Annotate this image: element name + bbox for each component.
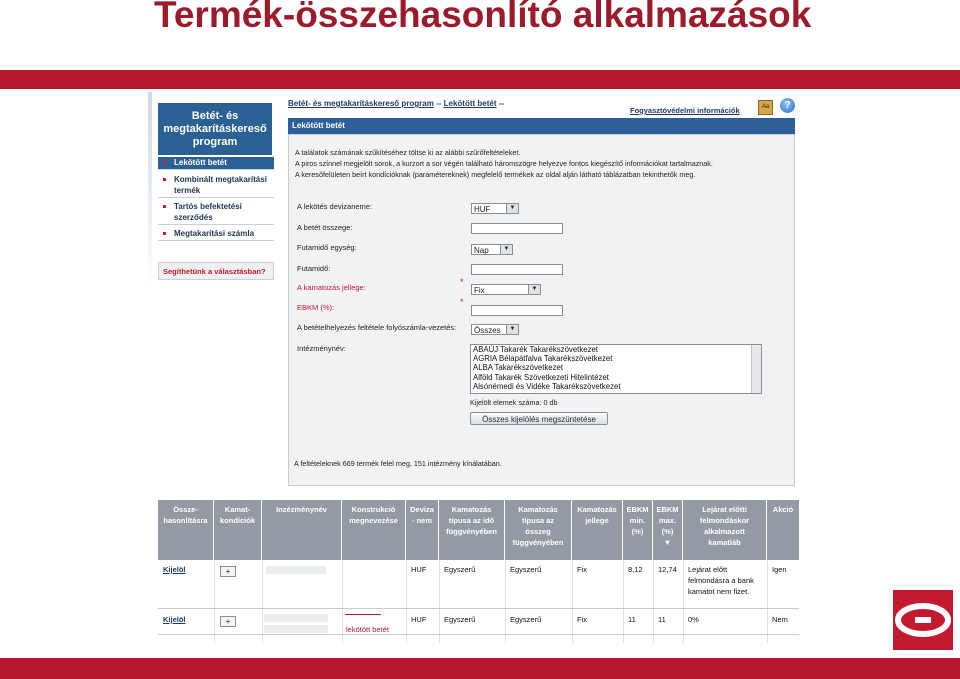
condition-label: A betételhelyezés feltétele folyószámla-vezetés: xyxy=(297,323,457,332)
breadcrumb-program-link[interactable]: Betét- és megtakarításkereső program xyxy=(288,99,434,108)
expand-conditions-button[interactable]: + xyxy=(220,616,236,627)
sidebar-item-lekotott-betet[interactable]: Lekötött betét xyxy=(158,157,274,170)
clear-selection-button[interactable]: Összes kijelölés megszüntetése xyxy=(470,412,608,425)
info-triangle-icon[interactable]: * xyxy=(460,297,464,307)
col-header: Inzézménynév xyxy=(262,500,342,560)
top-accent-bar xyxy=(0,70,960,89)
info-triangle-icon[interactable]: * xyxy=(460,277,464,287)
condition-select[interactable]: Összes ▼ xyxy=(471,324,519,335)
ebkm-input[interactable] xyxy=(471,305,563,316)
ebkm-max-cell: 11 xyxy=(658,615,666,624)
chevron-down-icon: ▼ xyxy=(528,285,540,294)
info-line: A találatok számának szűkítéséhez töltse ki az alábbi szűrőfeltételeket. xyxy=(295,148,521,157)
col-header: Kamatozás típusa az összeg függvényében xyxy=(505,500,572,560)
bullet-icon xyxy=(163,232,166,235)
redacted-institution xyxy=(264,625,328,633)
early-termination-cell: Lejárat előtt felmondásra a bank kamatot nem fizet. xyxy=(688,565,754,596)
col-header: Lejárat előtti felmondáskor alkalmazott kamatláb xyxy=(683,500,767,560)
promo-cell: Nem xyxy=(772,615,788,624)
currency-select[interactable]: HUF ▼ xyxy=(471,203,519,214)
ebkm-max-cell: 12,74 xyxy=(658,565,677,574)
term-unit-select[interactable]: Nap ▼ xyxy=(471,244,513,255)
chevron-down-icon: ▼ xyxy=(500,245,512,254)
ebkm-min-cell: 11 xyxy=(628,615,636,624)
early-termination-cell: 0% xyxy=(688,615,699,624)
bullet-icon xyxy=(163,178,166,181)
interest-type-label: A kamatozás jellege: xyxy=(297,283,366,292)
bottom-accent-bar xyxy=(0,658,960,679)
sidebar-item-megtakaritasi-szamla[interactable]: Megtakarítási számla xyxy=(158,228,274,241)
search-panel xyxy=(288,134,795,486)
term-input[interactable] xyxy=(471,264,563,275)
redacted-institution xyxy=(264,614,328,622)
ebkm-min-cell: 8,12 xyxy=(628,565,643,574)
nature-cell: Fix xyxy=(577,565,587,574)
col-header: Konstrukció megnevezése xyxy=(342,500,406,560)
list-item[interactable]: ABAÚJ Takarék Takarékszövetkezet xyxy=(473,345,598,354)
panel-title: Lekötött betét xyxy=(288,118,795,134)
list-item[interactable]: AGRIA Bélapátfalva Takarékszövetkezet xyxy=(473,354,613,364)
app-screenshot xyxy=(148,92,805,643)
brand-logo-icon xyxy=(893,590,953,650)
chevron-down-icon: ▼ xyxy=(506,325,518,334)
amount-type-cell: Egyszerű xyxy=(510,615,542,624)
col-header: Kamatozás típusa az idő függvényében xyxy=(439,500,505,560)
col-header: EBKM min. (%) xyxy=(623,500,653,560)
col-header: Deviza - nem xyxy=(406,500,439,560)
expand-conditions-button[interactable]: + xyxy=(220,566,236,577)
font-size-icon[interactable]: Aa xyxy=(758,100,773,115)
institution-listbox[interactable] xyxy=(470,344,762,394)
col-header: Kamat- kondíciók xyxy=(214,500,262,560)
program-title[interactable]: Betét- és megtakarításkereső program xyxy=(158,103,272,155)
bullet-icon xyxy=(163,205,166,208)
slide-title: Termék-összehasonlító alkalmazások xyxy=(154,0,812,35)
bullet-icon xyxy=(163,161,166,164)
institution-label: Intézménynév: xyxy=(297,344,346,353)
term-label: Futamidő: xyxy=(297,264,331,273)
time-type-cell: Egyszerű xyxy=(444,565,476,574)
info-line: A keresőfelületen beírt kondícióknak (paramétereknek) megfelelő termékek az oldal alján látható táblázatban tekinthetők meg. xyxy=(295,170,696,179)
interest-type-select[interactable]: Fix ▼ xyxy=(471,284,541,295)
col-header: Kamatozás jellege xyxy=(572,500,623,560)
redacted-institution xyxy=(266,566,326,574)
currency-label: A lekötés devizaneme: xyxy=(297,202,373,211)
time-type-cell: Egyszerű xyxy=(444,615,476,624)
sidebar-item-tartos[interactable]: Tartós befektetési szerződés xyxy=(158,201,274,225)
amount-label: A betét összege: xyxy=(297,223,353,232)
currency-cell: HUF xyxy=(411,615,427,624)
list-item[interactable]: Alföld Takarék Szövetkezeti Hitelintézet xyxy=(473,372,609,382)
list-item[interactable]: Alsónémedi és Vidéke Takarékszövetkezet xyxy=(473,381,621,391)
col-header: Akció xyxy=(767,500,799,560)
help-icon[interactable]: ? xyxy=(780,98,795,113)
select-link[interactable]: Kijelöl xyxy=(163,615,186,624)
help-choice-link[interactable]: Segíthetünk a választásban? xyxy=(158,262,274,280)
info-line: A piros színnel megjelölt sorok, a kurzort a sor végén található háromszögre helyezve fontos kiegészítő információkat tartalmaznak. xyxy=(295,159,713,168)
results-table xyxy=(158,500,799,643)
breadcrumb-lekotott-link[interactable]: Lekötött betét xyxy=(443,99,497,108)
amount-input[interactable] xyxy=(471,223,563,234)
breadcrumb: Betét- és megtakarításkereső program -- Lekötött betét -- xyxy=(288,99,505,108)
results-summary: A feltételeknek 669 termék felel meg, 151 intézmény kínálatában. xyxy=(294,459,502,468)
currency-cell: HUF xyxy=(411,565,427,574)
consumer-info-link[interactable]: Fogyasztóvédelmi információk xyxy=(630,106,740,115)
selected-count: Kijelölt elemek száma: 0 db xyxy=(470,398,558,407)
sidebar-item-kombinalt[interactable]: Kombinált megtakarítási termék xyxy=(158,174,274,198)
term-unit-label: Futamidő egység: xyxy=(297,243,357,252)
construction-link[interactable]: lekötött betét xyxy=(346,625,389,634)
select-link[interactable]: Kijelöl xyxy=(163,565,186,574)
list-item[interactable]: ALBA Takarékszövetkezet xyxy=(473,363,564,373)
amount-type-cell: Egyszerű xyxy=(510,565,542,574)
promo-cell: Igen xyxy=(772,565,787,574)
scrollbar[interactable] xyxy=(751,345,761,393)
col-header-sorted[interactable]: EBKM max. (%) ▼ xyxy=(653,500,683,560)
chevron-down-icon: ▼ xyxy=(506,204,518,213)
ebkm-label: EBKM (%): xyxy=(297,303,335,312)
col-header: Össze- hasonlításra xyxy=(158,500,214,560)
nature-cell: Fix xyxy=(577,615,587,624)
